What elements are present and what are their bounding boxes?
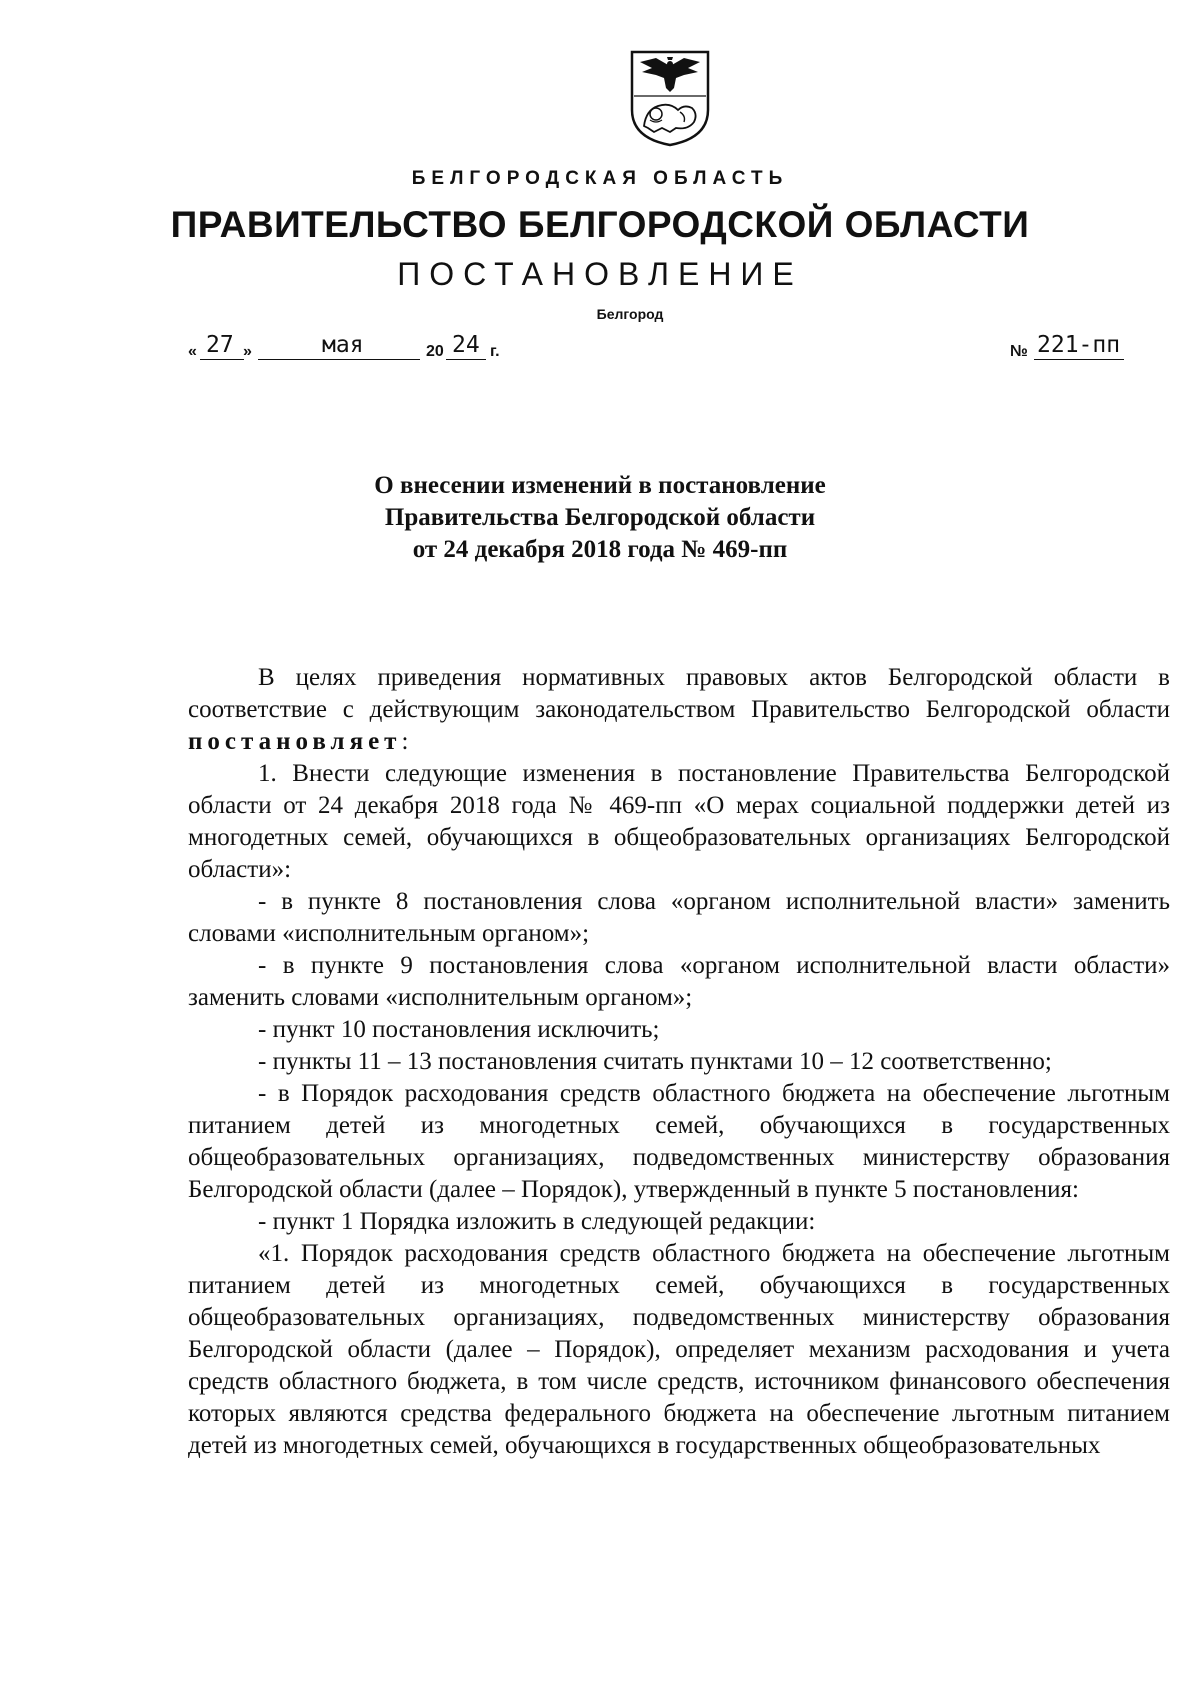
document-number: 221-пп: [1037, 332, 1121, 358]
month-underline: [258, 359, 420, 360]
intro-paragraph: [188, 662, 1170, 758]
date-year-prefix: 20: [426, 343, 444, 360]
number-prefix: №: [1010, 343, 1028, 360]
region-name: БЕЛГОРОДСКАЯ ОБЛАСТЬ: [411, 168, 789, 189]
date-line: [0, 330, 1200, 366]
government-name: ПРАВИТЕЛЬСТВО БЕЛГОРОДСКОЙ ОБЛАСТИ: [170, 204, 1030, 245]
document-title: [300, 470, 900, 566]
date-close-quote: »: [243, 343, 252, 360]
title-line-3: от 24 декабря 2018 года № 469-пп: [412, 536, 788, 563]
date-month: мая: [322, 332, 364, 358]
date-year-unit: г.: [490, 343, 500, 360]
date-open-quote: «: [188, 343, 197, 360]
title-line-1: О внесении изменений в постановление: [374, 472, 826, 499]
date-day: 27: [206, 332, 234, 358]
intro-text: В целях приведения нормативных правовых актов Белгородской области в соответствие с действующим законодательством Правительство Белгородской области: [188, 664, 1170, 723]
paragraph-6: - в Порядок расходования средств областного бюджета на обеспечение льготным питанием детей из многодетных семей, обучающихся в государственных общеобразовательных организациях, подведомственных министерству образования Белгородской области (далее – Порядок), утвержденный в пункте 5 постановления:: [188, 1080, 1170, 1203]
paragraph-1: 1. Внести следующие изменения в постановление Правительства Белгородской области от 24 декабря 2018 года № 469-пп «О мерах социальной поддержки детей из многодетных семей, обучающихся в общеобразовательных организациях Белгородской области»:: [188, 760, 1170, 883]
paragraph-8: «1. Порядок расходования средств областного бюджета на обеспечение льготным питанием детей из многодетных семей, обучающихся в государственных общеобразовательных организациях, подведомственных министерству образования Белгородской области (далее – Порядок), определяет механизм расходования и учета средств областного бюджета, в том числе средств, источником финансового обеспечения которых являются средства федерального бюджета на обеспечение льготным питанием детей из многодетных семей, обучающихся в государственных общеобразовательных: [188, 1240, 1170, 1459]
paragraph-3: - в пункте 9 постановления слова «органом исполнительной власти области» заменить словами «исполнительным органом»;: [188, 952, 1170, 1011]
coat-of-arms-icon: [626, 48, 714, 148]
document-body: [188, 662, 1170, 1462]
paragraph-2: - в пункте 8 постановления слова «органом исполнительной власти» заменить словами «исполнительным органом»;: [188, 888, 1170, 947]
intro-end: :: [401, 728, 409, 755]
document-type: ПОСТАНОВЛЕНИЕ: [397, 256, 803, 292]
year-underline: [446, 359, 486, 360]
date-year-suffix: 24: [452, 332, 480, 358]
intro-keyword: постановляет: [188, 728, 402, 755]
city-name: Белгород: [596, 306, 664, 322]
paragraph-7: - пункт 1 Порядка изложить в следующей редакции:: [258, 1208, 816, 1235]
title-line-2: Правительства Белгородской области: [384, 504, 816, 531]
number-underline: [1034, 359, 1124, 360]
paragraph-5: - пункты 11 – 13 постановления считать пунктами 10 – 12 соответственно;: [258, 1048, 1052, 1075]
paragraph-4: - пункт 10 постановления исключить;: [258, 1016, 660, 1043]
day-underline: [200, 359, 244, 360]
